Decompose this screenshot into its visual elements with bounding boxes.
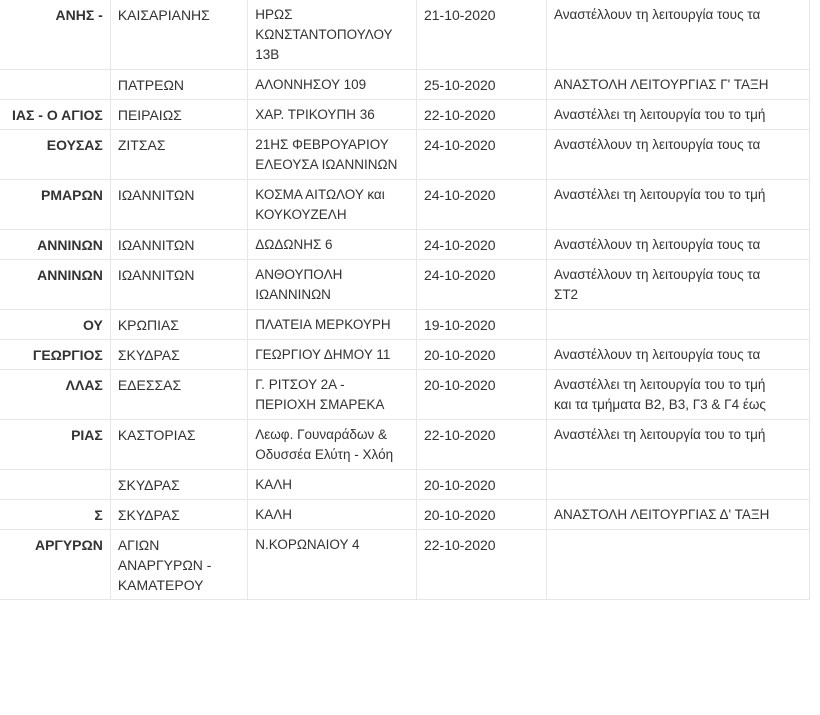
- school-name-text: ΑΝΗΣ -: [55, 7, 103, 23]
- school-name-text: ΓΕΩΡΓΙΟΣ: [32, 347, 103, 363]
- table-row: [0, 420, 810, 470]
- municipality-cell: [110, 70, 247, 100]
- address-cell: [248, 420, 417, 470]
- address-cell: [248, 370, 417, 420]
- table-row: [0, 260, 810, 310]
- address-line: ΚΟΥΚΟΥΖΕΛΗ: [255, 207, 347, 222]
- municipality-line: ΕΔΕΣΣΑΣ: [117, 377, 182, 393]
- date-text: 19-10-2020: [423, 317, 496, 333]
- address-line: ΑΛΟΝΝΗΣΟΥ 109: [255, 77, 367, 92]
- address-line: 21ΗΣ ΦΕΒΡΟΥΑΡΙΟΥ: [255, 137, 389, 152]
- note-cell: [546, 470, 809, 500]
- address-line: ΠΕΡΙΟΧΗ ΣΜΑΡΕΚΑ: [255, 397, 385, 412]
- address-cell: [248, 470, 417, 500]
- municipality-line: ΚΡΩΠΙΑΣ: [117, 317, 179, 333]
- note-line: Αναστέλλουν τη λειτουργία τους τα: [553, 137, 761, 152]
- municipality-cell: [110, 0, 247, 70]
- date-text: 24-10-2020: [423, 267, 496, 283]
- address-line: ΠΛΑΤΕΙΑ ΜΕΡΚΟΥΡΗ: [255, 317, 391, 332]
- school-name-cell: [0, 370, 110, 420]
- address-cell: [248, 500, 417, 530]
- school-name-text: Σ: [94, 507, 103, 523]
- address-line: ΧΑΡ. ΤΡΙΚΟΥΠΗ 36: [255, 107, 375, 122]
- address-line: Γ. ΡΙΤΣΟΥ 2Α -: [255, 377, 345, 392]
- note-cell: [546, 180, 809, 230]
- municipality-cell: [110, 100, 247, 130]
- table-row: [0, 130, 810, 180]
- date-cell: [416, 0, 546, 70]
- address-line: Οδυσσέα Ελύτη - Χλόη: [255, 447, 394, 462]
- municipality-line: ΑΝΑΡΓΥΡΩΝ -: [117, 557, 212, 573]
- municipality-cell: [110, 310, 247, 340]
- note-line: και τα τμήματα Β2, Β3, Γ3 & Γ4 έως: [553, 397, 766, 412]
- date-cell: [416, 370, 546, 420]
- municipality-line: ΚΑΣΤΟΡΙΑΣ: [117, 427, 196, 443]
- address-line: Λεωφ. Γουναράδων &: [255, 427, 387, 442]
- address-cell: [248, 130, 417, 180]
- municipality-line: ΑΓΙΩΝ: [117, 537, 160, 553]
- note-line: Αναστέλλουν τη λειτουργία τους τα: [553, 267, 761, 282]
- table-row: [0, 340, 810, 370]
- address-line: ΑΝΘΟΥΠΟΛΗ: [255, 267, 343, 282]
- municipality-line: ΙΩΑΝΝΙΤΩΝ: [117, 267, 195, 283]
- school-name-text: ΡΜΑΡΩΝ: [41, 187, 103, 203]
- municipality-cell: [110, 530, 247, 600]
- date-cell: [416, 180, 546, 230]
- school-name-cell: [0, 500, 110, 530]
- note-line: Αναστέλλει τη λειτουργία του το τμή: [553, 107, 766, 122]
- school-name-text: ΛΛΑΣ: [65, 377, 103, 393]
- municipality-cell: [110, 260, 247, 310]
- address-line: Ν.ΚΟΡΩΝΑΙΟΥ 4: [255, 537, 360, 552]
- table-row: [0, 180, 810, 230]
- school-name-cell: [0, 130, 110, 180]
- municipality-cell: [110, 500, 247, 530]
- address-cell: [248, 100, 417, 130]
- note-line: ΑΝΑΣΤΟΛΗ ΛΕΙΤΟΥΡΓΙΑΣ Δ' ΤΑΞΗ: [553, 507, 770, 522]
- address-line: 13Β: [255, 47, 280, 62]
- date-cell: [416, 420, 546, 470]
- municipality-line: ΙΩΑΝΝΙΤΩΝ: [117, 187, 195, 203]
- school-name-text: ΑΡΓΥΡΩΝ: [34, 537, 103, 553]
- date-cell: [416, 470, 546, 500]
- note-cell: [546, 500, 809, 530]
- date-text: 22-10-2020: [423, 427, 496, 443]
- date-cell: [416, 340, 546, 370]
- address-cell: [248, 310, 417, 340]
- school-name-cell: [0, 530, 110, 600]
- date-text: 24-10-2020: [423, 237, 496, 253]
- school-name-cell: [0, 100, 110, 130]
- address-line: ΗΡΩΣ: [255, 7, 293, 22]
- school-name-cell: [0, 230, 110, 260]
- date-text: 21-10-2020: [423, 7, 496, 23]
- municipality-line: ΖΙΤΣΑΣ: [117, 137, 166, 153]
- date-cell: [416, 260, 546, 310]
- municipality-line: ΣΚΥΔΡΑΣ: [117, 507, 180, 523]
- table-row: [0, 70, 810, 100]
- school-name-cell: [0, 470, 110, 500]
- date-cell: [416, 230, 546, 260]
- date-text: 22-10-2020: [423, 537, 496, 553]
- municipality-line: ΙΩΑΝΝΙΤΩΝ: [117, 237, 195, 253]
- note-cell: [546, 100, 809, 130]
- date-cell: [416, 100, 546, 130]
- table-row: [0, 470, 810, 500]
- note-line: Αναστέλλει τη λειτουργία του το τμή: [553, 187, 766, 202]
- note-cell: [546, 370, 809, 420]
- date-cell: [416, 70, 546, 100]
- municipality-line: ΚΑΜΑΤΕΡΟΥ: [117, 577, 204, 593]
- address-line: ΚΑΛΗ: [255, 477, 293, 492]
- note-cell: [546, 0, 809, 70]
- address-cell: [248, 230, 417, 260]
- date-cell: [416, 130, 546, 180]
- date-cell: [416, 310, 546, 340]
- date-cell: [416, 500, 546, 530]
- municipality-line: ΠΑΤΡΕΩΝ: [117, 77, 185, 93]
- date-text: 22-10-2020: [423, 107, 496, 123]
- date-text: 24-10-2020: [423, 137, 496, 153]
- municipality-cell: [110, 420, 247, 470]
- municipality-cell: [110, 340, 247, 370]
- school-name-text: ΑΝΝΙΝΩΝ: [37, 267, 103, 283]
- school-name-cell: [0, 260, 110, 310]
- note-cell: [546, 70, 809, 100]
- date-text: 20-10-2020: [423, 477, 496, 493]
- address-line: ΙΩΑΝΝΙΝΩΝ: [255, 287, 331, 302]
- municipality-line: ΚΑΙΣΑΡΙΑΝΗΣ: [117, 7, 210, 23]
- date-text: 20-10-2020: [423, 507, 496, 523]
- municipality-cell: [110, 230, 247, 260]
- municipality-cell: [110, 370, 247, 420]
- address-line: ΚΑΛΗ: [255, 507, 293, 522]
- address-cell: [248, 260, 417, 310]
- note-cell: [546, 230, 809, 260]
- date-text: 24-10-2020: [423, 187, 496, 203]
- school-name-text: ΟΥ: [82, 317, 103, 333]
- note-cell: [546, 530, 809, 600]
- note-cell: [546, 130, 809, 180]
- school-name-cell: [0, 180, 110, 230]
- note-cell: [546, 310, 809, 340]
- address-line: ΚΩΝΣΤΑΝΤΟΠΟΥΛΟΥ: [255, 27, 393, 42]
- note-cell: [546, 260, 809, 310]
- municipality-cell: [110, 180, 247, 230]
- school-name-cell: [0, 310, 110, 340]
- note-cell: [546, 340, 809, 370]
- table-row: [0, 230, 810, 260]
- table-row: [0, 100, 810, 130]
- school-name-cell: [0, 0, 110, 70]
- school-name-cell: [0, 420, 110, 470]
- address-line: ΕΛΕΟΥΣΑ ΙΩΑΝΝΙΝΩΝ: [255, 157, 398, 172]
- date-text: 20-10-2020: [423, 377, 496, 393]
- note-line: Αναστέλλουν τη λειτουργία τους τα: [553, 347, 761, 362]
- school-name-cell: [0, 340, 110, 370]
- school-name-text: ΙΑΣ - Ο ΑΓΙΟΣ: [12, 107, 103, 123]
- table-row: [0, 0, 810, 70]
- table-row: [0, 530, 810, 600]
- school-name-text: ΑΝΝΙΝΩΝ: [37, 237, 103, 253]
- table-row: [0, 500, 810, 530]
- address-line: ΚΟΣΜΑ ΑΙΤΩΛΟΥ και: [255, 187, 385, 202]
- school-name-text: ΕΟΥΣΑΣ: [46, 137, 103, 153]
- note-line: Αναστέλλουν τη λειτουργία τους τα: [553, 237, 761, 252]
- note-line: Αναστέλλει τη λειτουργία του το τμή: [553, 377, 766, 392]
- municipality-line: ΣΚΥΔΡΑΣ: [117, 347, 180, 363]
- date-text: 20-10-2020: [423, 347, 496, 363]
- municipality-line: ΣΚΥΔΡΑΣ: [117, 477, 180, 493]
- date-cell: [416, 530, 546, 600]
- table-row: [0, 370, 810, 420]
- address-cell: [248, 0, 417, 70]
- note-line: ΣΤ2: [553, 287, 579, 302]
- address-line: ΔΩΔΩΝΗΣ 6: [255, 237, 333, 252]
- address-cell: [248, 530, 417, 600]
- address-cell: [248, 180, 417, 230]
- date-text: 25-10-2020: [423, 77, 496, 93]
- address-cell: [248, 70, 417, 100]
- address-line: ΓΕΩΡΓΙΟΥ ΔΗΜΟΥ 11: [255, 347, 391, 362]
- municipality-cell: [110, 470, 247, 500]
- school-name-cell: [0, 70, 110, 100]
- table-row: [0, 310, 810, 340]
- municipality-cell: [110, 130, 247, 180]
- note-cell: [546, 420, 809, 470]
- note-line: Αναστέλλει τη λειτουργία του το τμή: [553, 427, 766, 442]
- address-cell: [248, 340, 417, 370]
- note-line: Αναστέλλουν τη λειτουργία τους τα: [553, 7, 761, 22]
- school-name-text: ΡΙΑΣ: [71, 427, 103, 443]
- note-line: ΑΝΑΣΤΟΛΗ ΛΕΙΤΟΥΡΓΙΑΣ Γ' ΤΑΞΗ: [553, 77, 769, 92]
- municipality-line: ΠΕΙΡΑΙΩΣ: [117, 107, 182, 123]
